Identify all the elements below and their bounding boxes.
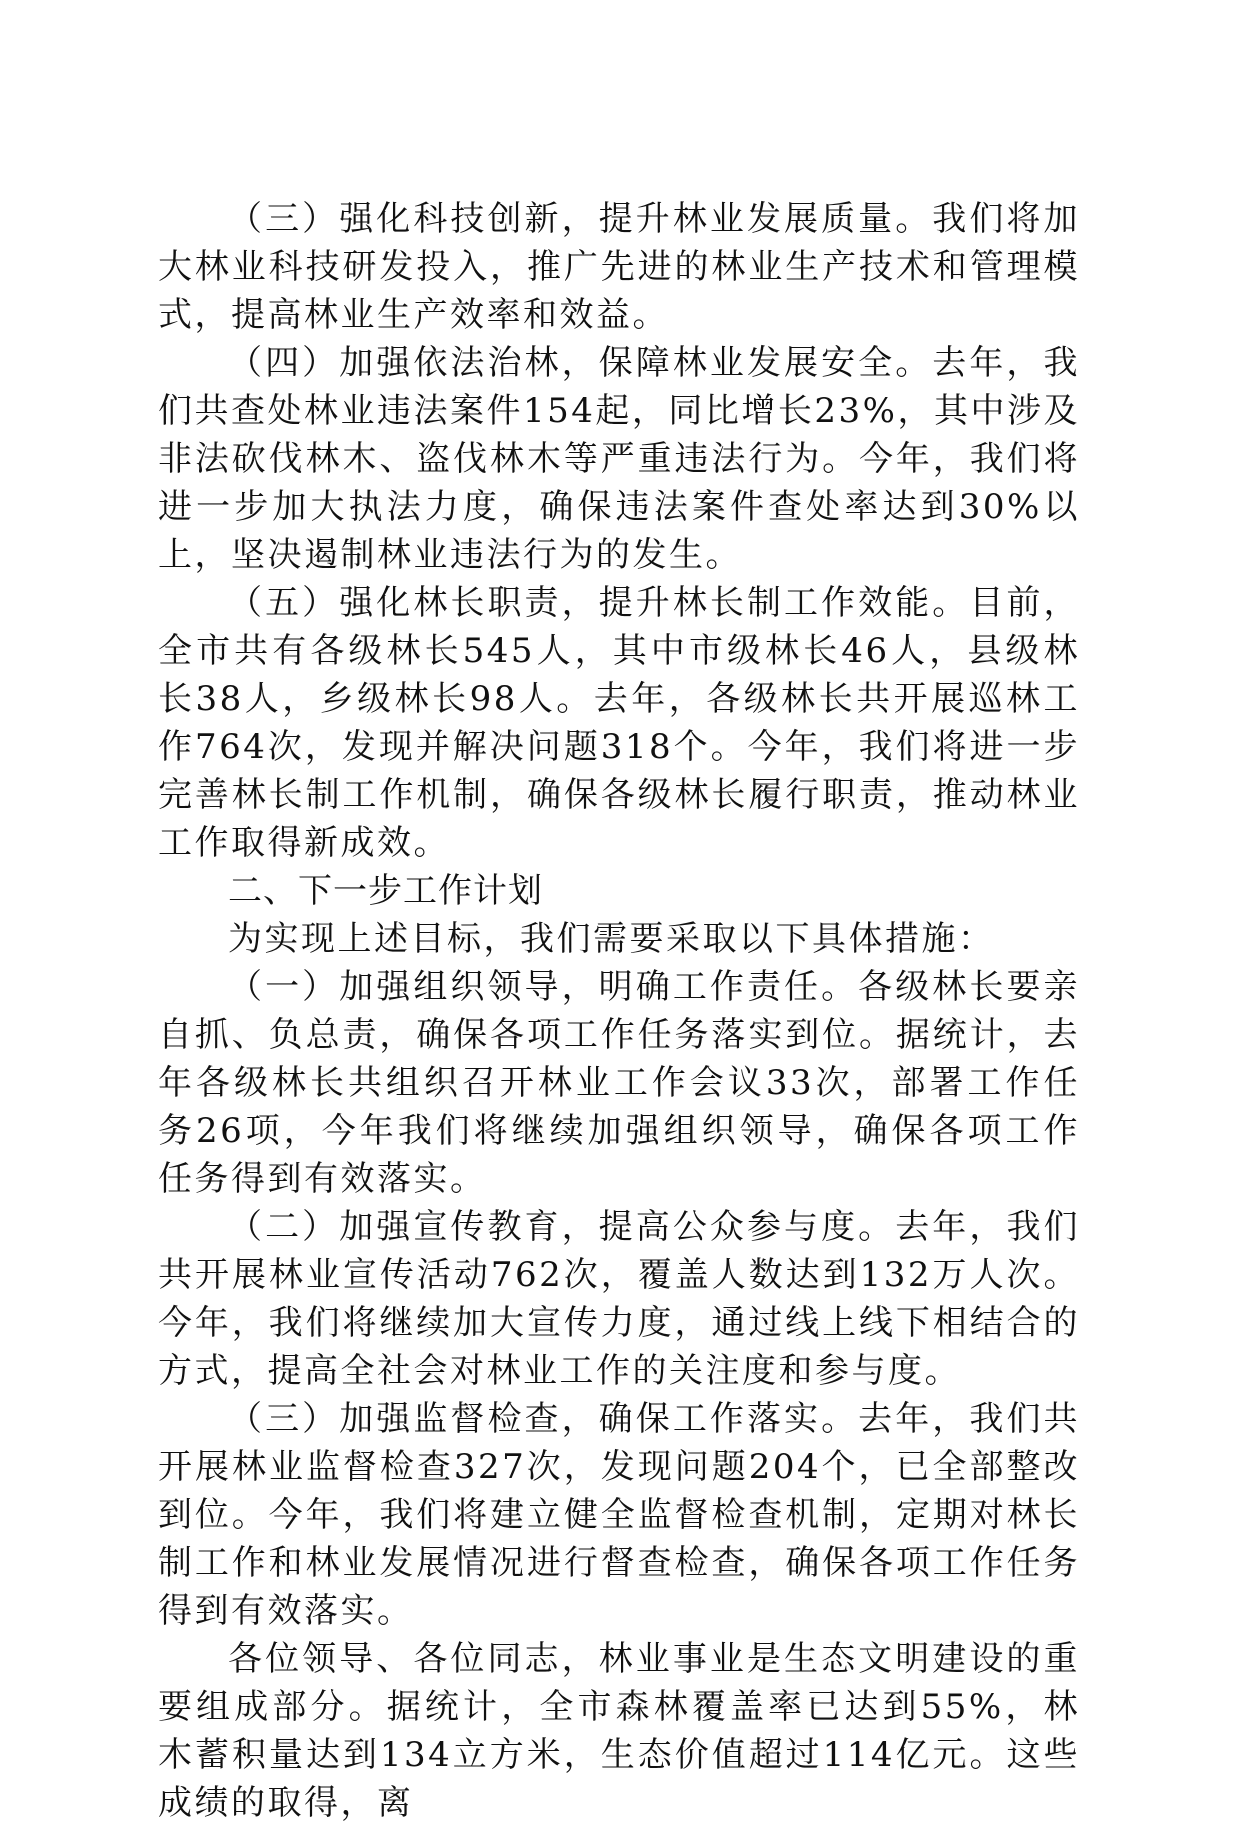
closing-paragraph: 各位领导、各位同志，林业事业是生态文明建设的重要组成部分。据统计，全市森林覆盖率已达到55%，林木蓄积量达到134立方米，生态价值超过114亿元。这些成绩的取得，离 [158,1639,1080,1823]
measure-publicity [158,1203,1080,1395]
measure-organization [158,963,1080,1203]
measure-lead: （三）加强监督检查，确保工作落实。 [228,1399,859,1439]
paragraph-body: 去年，我们共查处林业违法案件154起，同比增长23%，其中涉及非法砍伐林木、盗伐林木等严重违法行为。今年，我们将进一步加大执法力度，确保违法案件查处率达到30%以上，坚决遏制林业违法行为的发生。 [158,343,1081,575]
paragraph-lead: （三）强化科技创新，提升林业发展质量。 [228,199,933,239]
measure-body: 去年，我们共开展林业监督检查327次，发现问题204个，已全部整改到位。今年，我们将建立健全监督检查机制，定期对林长制工作和林业发展情况进行督查检查，确保各项工作任务得到有效落实。 [158,1399,1081,1631]
intro-paragraph: 为实现上述目标，我们需要采取以下具体措施： [228,919,995,959]
section-heading: 二、下一步工作计划 [228,871,543,911]
paragraph-body: 我们将加大林业科技研发投入，推广先进的林业生产技术和管理模式，提高林业生产效率和效益。 [158,199,1081,335]
paragraph-lead: （四）加强依法治林，保障林业发展安全。 [228,343,933,383]
document-page [158,195,1080,1827]
paragraph-lead: （五）强化林长职责，提升林长制工作效能。 [228,583,970,623]
measure-lead: （一）加强组织领导，明确工作责任。 [228,967,859,1007]
paragraph-law-enforcement [158,339,1080,579]
paragraph-tech-innovation [158,195,1080,339]
measure-lead: （二）加强宣传教育，提高公众参与度。 [228,1207,896,1247]
paragraph-forest-chief [158,579,1080,867]
paragraph-body: 目前，全市共有各级林长545人，其中市级林长46人，县级林长38人，乡级林长98人。去年，各级林长共开展巡林工作764次，发现并解决问题318个。今年，我们将进一步完善林长制工作机制，确保各级林长履行职责，推动林业工作取得新成效。 [158,583,1081,863]
measure-body: 去年，我们共开展林业宣传活动762次，覆盖人数达到132万人次。今年，我们将继续加大宣传力度，通过线上线下相结合的方式，提高全社会对林业工作的关注度和参与度。 [158,1207,1081,1391]
measure-supervision [158,1395,1080,1635]
measure-body: 各级林长要亲自抓、负总责，确保各项工作任务落实到位。据统计，去年各级林长共组织召开林业工作会议33次，部署工作任务26项，今年我们将继续加强组织领导，确保各项工作任务得到有效落实。 [158,967,1081,1199]
